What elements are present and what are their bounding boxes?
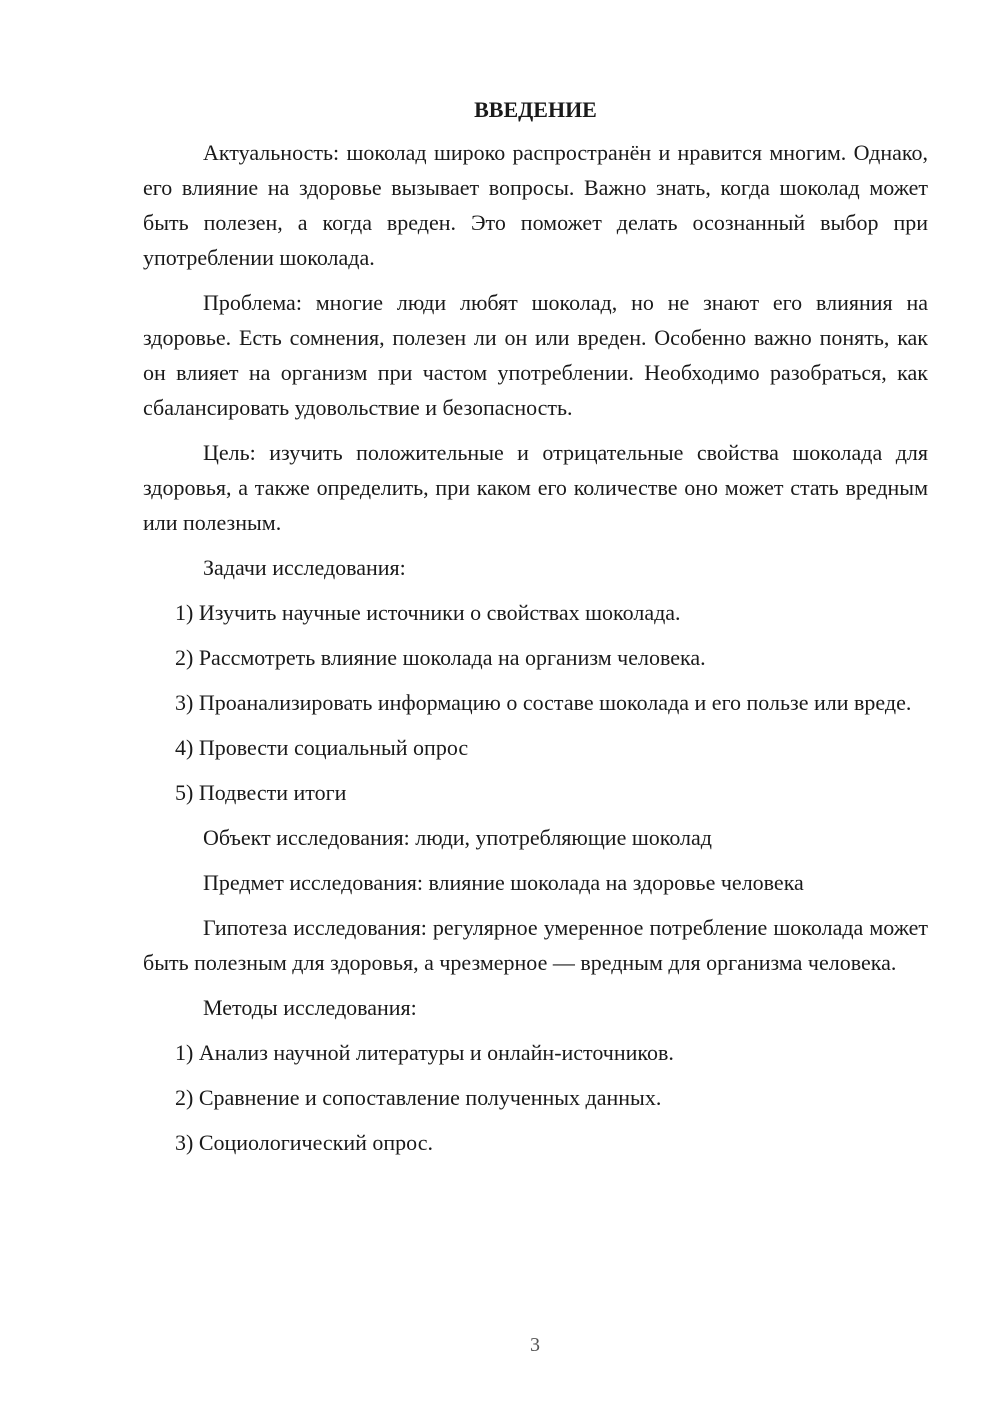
page-number: 3 (530, 1334, 540, 1356)
task-item: 5) Подвести итоги (175, 780, 347, 805)
relevance-paragraph: Актуальность: шоколад широко распространён и нравится многим. Однако, его влияние на здоровье вызывает вопросы. Важно знать, когда шоколад может быть полезен, а когда вреден. Это поможет делать осознанный выбор при употреблении шоколада. (143, 140, 928, 270)
tasks-heading: Задачи исследования: (203, 555, 406, 580)
task-item: 1) Изучить научные источники о свойствах шоколада. (175, 600, 681, 625)
hypothesis-paragraph: Гипотеза исследования: регулярное умеренное потребление шоколада может быть полезным для здоровья, а чрезмерное — вредным для организма человека. (143, 915, 928, 975)
object-paragraph: Объект исследования: люди, употребляющие шоколад (203, 825, 712, 850)
task-item: 2) Рассмотреть влияние шоколада на организм человека. (175, 645, 706, 670)
method-item: 2) Сравнение и сопоставление полученных данных. (175, 1085, 662, 1110)
page-title: ВВЕДЕНИЕ (474, 97, 597, 122)
subject-paragraph: Предмет исследования: влияние шоколада на здоровье человека (203, 870, 804, 895)
goal-paragraph: Цель: изучить положительные и отрицательные свойства шоколада для здоровья, а также определить, при каком его количестве оно может стать вредным или полезным. (143, 440, 928, 535)
document-page (143, 92, 928, 1170)
method-item: 1) Анализ научной литературы и онлайн-источников. (175, 1040, 674, 1065)
method-item: 3) Социологический опрос. (175, 1130, 433, 1155)
methods-heading: Методы исследования: (203, 995, 417, 1020)
problem-paragraph: Проблема: многие люди любят шоколад, но не знают его влияния на здоровье. Есть сомнения, полезен ли он или вреден. Особенно важно понять, как он влияет на организм при частом употреблении. Необходимо разобраться, как сбалансировать удовольствие и безопасность. (143, 290, 928, 420)
task-item: 4) Провести социальный опрос (175, 735, 469, 760)
task-item: 3) Проанализировать информацию о составе шоколада и его пользе или вреде. (175, 690, 912, 715)
